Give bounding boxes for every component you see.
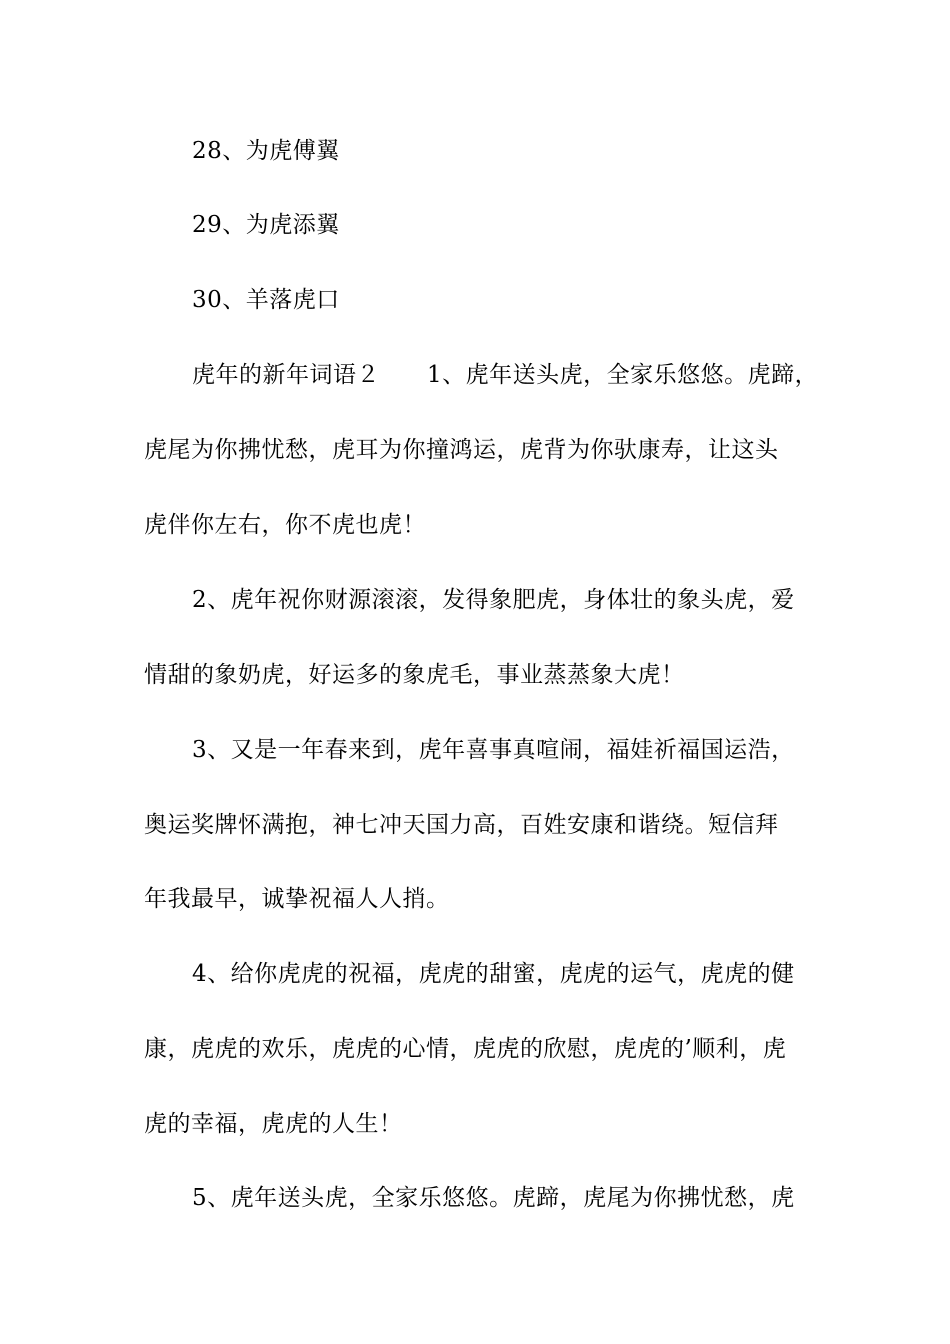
paragraph-line: 年我最早，诚挚祝福人人捎。 — [144, 886, 450, 912]
paragraph-line: 康，虎虎的欢乐，虎虎的心情，虎虎的欣慰，虎虎的’顺利，虎 — [144, 1036, 787, 1062]
paragraph-line: 虎伴你左右，你不虎也虎！ — [144, 512, 426, 538]
paragraph-line: 2、虎年祝你财源滚滚，发得象肥虎，身体壮的象头虎，爱 — [192, 587, 795, 613]
paragraph-line: 情甜的象奶虎，好运多的象虎毛，事业蒸蒸象大虎！ — [144, 662, 685, 688]
idiom-line-28: 28、为虎傅翼 — [192, 138, 340, 164]
idiom-line-29: 29、为虎添翼 — [192, 212, 340, 238]
paragraph-line: 3、又是一年春来到，虎年喜事真喧闹，福娃祈福国运浩， — [192, 737, 795, 763]
paragraph-line: 4、给你虎虎的祝福，虎虎的甜蜜，虎虎的运气，虎虎的健 — [192, 961, 795, 987]
paragraph-line: 虎尾为你拂忧愁，虎耳为你撞鸿运，虎背为你驮康寿，让这头 — [144, 437, 779, 463]
paragraph-line: 虎的幸福，虎虎的人生！ — [144, 1111, 403, 1137]
idiom-line-30: 30、羊落虎口 — [192, 287, 340, 313]
paragraph-line: 5、虎年送头虎，全家乐悠悠。虎蹄，虎尾为你拂忧愁，虎 — [192, 1185, 795, 1211]
section-heading-line: 虎年的新年词语２ 1、虎年送头虎，全家乐悠悠。虎蹄， — [192, 362, 819, 388]
paragraph-line: 奥运奖牌怀满抱，神七冲天国力高，百姓安康和谐绕。短信拜 — [144, 812, 779, 838]
